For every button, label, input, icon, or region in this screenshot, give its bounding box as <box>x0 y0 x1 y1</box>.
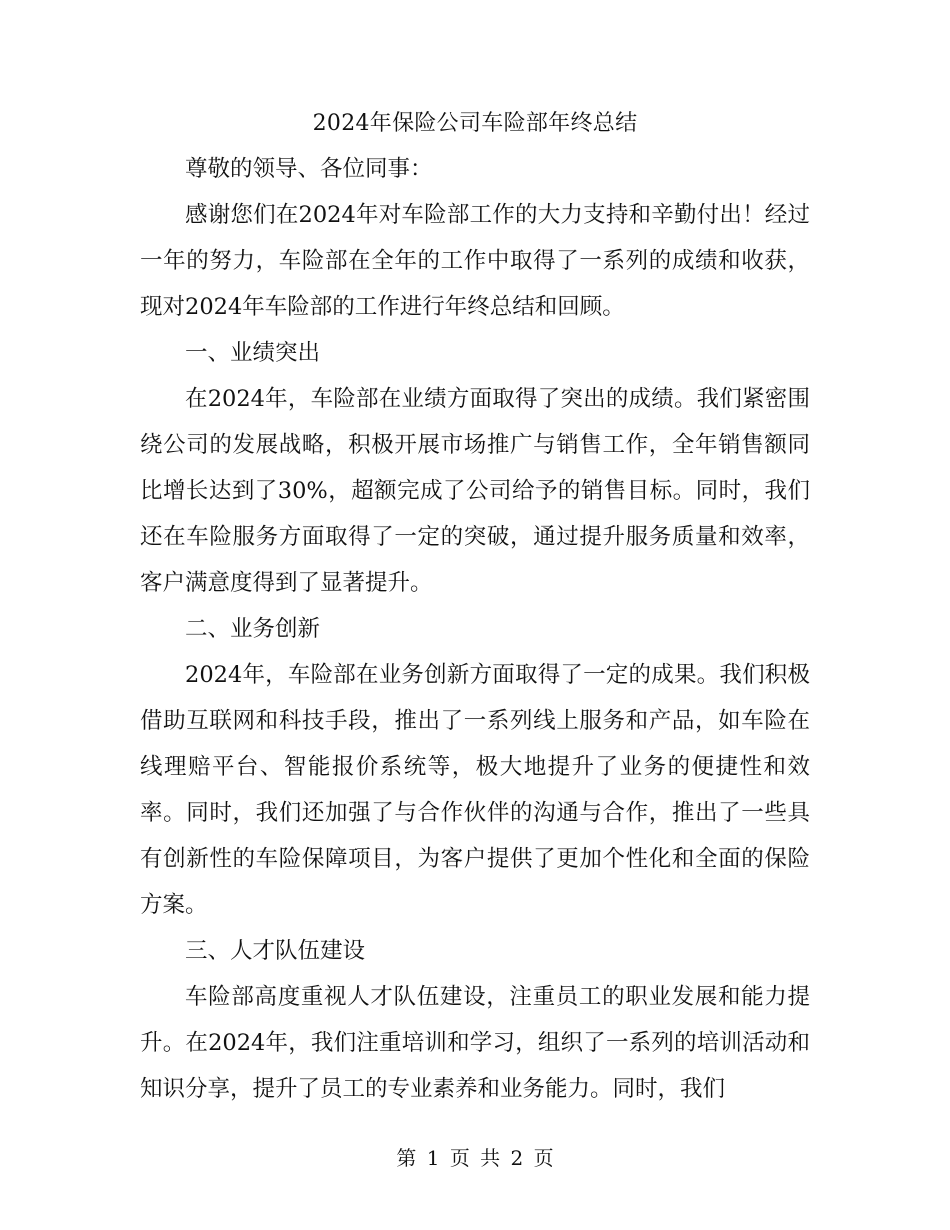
paragraph-intro: 感谢您们在2024年对车险部工作的大力支持和辛勤付出！经过一年的努力，车险部在全年的工作中取得了一系列的成绩和收获，现对2024年车险部的工作进行年终总结和回顾。 <box>140 202 810 320</box>
paragraph-performance: 在2024年，车险部在业绩方面取得了突出的成绩。我们紧密围绕公司的发展战略，积极开展市场推广与销售工作，全年销售额同比增长达到了30%，超额完成了公司给予的销售目标。同时，我们还在车险服务方面取得了一定的突破，通过提升服务质量和效率，客户满意度得到了显著提升。 <box>140 386 810 596</box>
document-body <box>140 146 810 1112</box>
section-heading-2: 二、业务创新 <box>185 616 321 642</box>
paragraph-talent: 车险部高度重视人才队伍建设，注重员工的职业发展和能力提升。在2024年，我们注重培训和学习，组织了一系列的培训活动和知识分享，提升了员工的专业素养和业务能力。同时，我们 <box>140 984 810 1102</box>
document-title: 2024年保险公司车险部年终总结 <box>312 111 638 136</box>
page-number-footer: 第 1 页 共 2 页 <box>396 1146 554 1170</box>
section-heading-3: 三、人才队伍建设 <box>185 938 366 964</box>
paragraph-innovation: 2024年，车险部在业务创新方面取得了一定的成果。我们积极借助互联网和科技手段，推出了一系列线上服务和产品，如车险在线理赔平台、智能报价系统等，极大地提升了业务的便捷性和效率。同时，我们还加强了与合作伙伴的沟通与合作，推出了一些具有创新性的车险保障项目，为客户提供了更加个性化和全面的保险方案。 <box>140 662 810 918</box>
section-heading-1: 一、业绩突出 <box>185 340 321 366</box>
salutation: 尊敬的领导、各位同事： <box>185 156 433 182</box>
